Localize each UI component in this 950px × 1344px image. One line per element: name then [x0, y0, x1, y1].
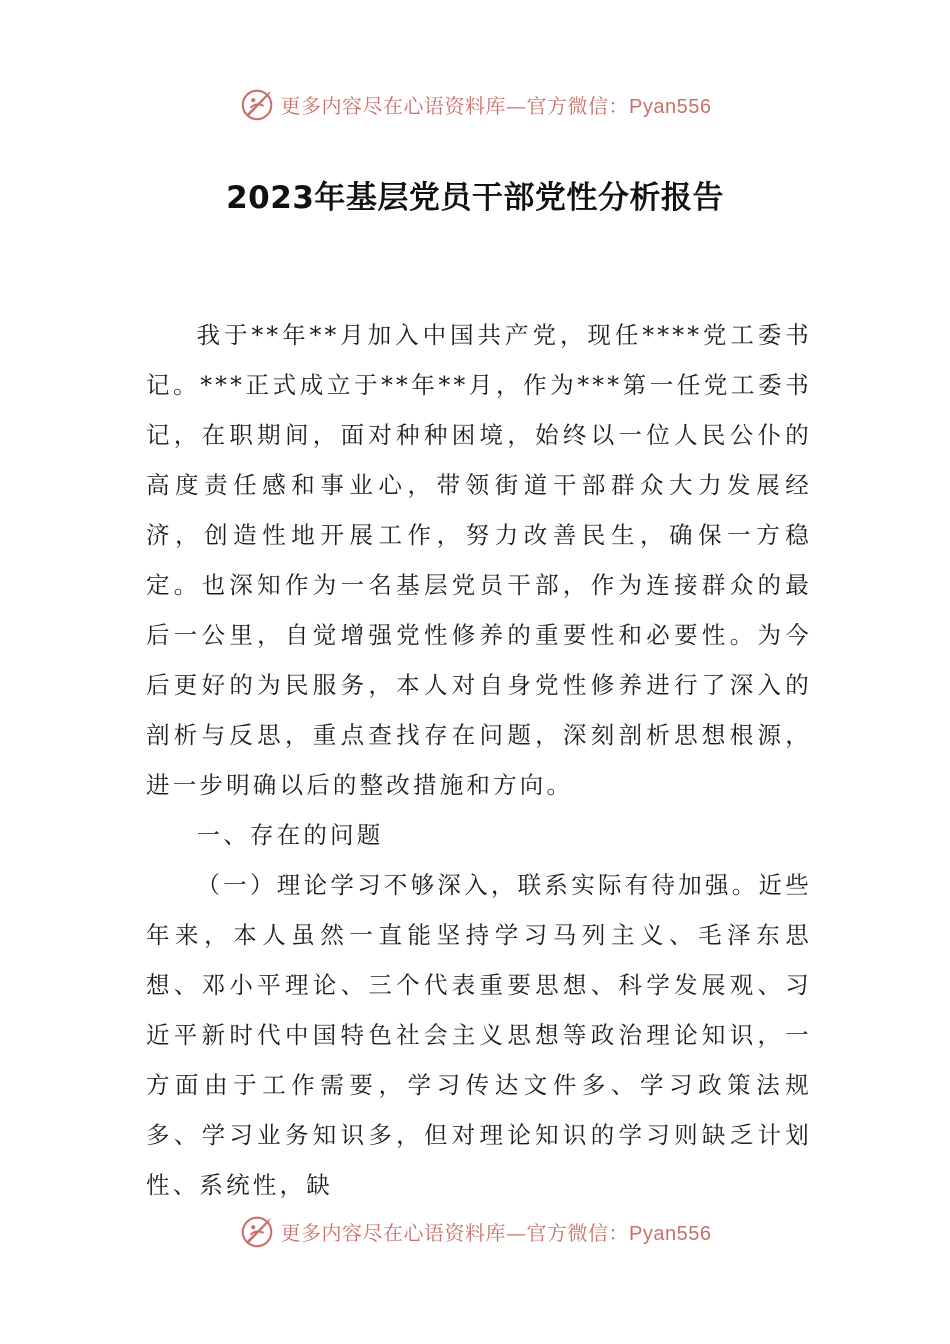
- pen-logo-icon: [239, 85, 277, 123]
- intro-paragraph: 我于**年**月加入中国共产党，现任****党工委书记。***正式成立于**年**月，作为***第一任党工委书记，在职期间，面对种种困境，始终以一位人民公仆的高度责任感和事业心，带领街道干部群众大力发展经济，创造性地开展工作，努力改善民生，确保一方稳定。也深知作为一名基层党员干部，作为连接群众的最后一公里，自觉增强党性修养的重要性和必要性。为今后更好的为民服务，本人对自身党性修养进行了深入的剖析与反思，重点查找存在问题，深刻剖析思想根源，进一步明确以后的整改措施和方向。: [146, 321, 812, 799]
- issue-paragraph: （一）理论学习不够深入，联系实际有待加强。近些年来，本人虽然一直能坚持学习马列主义、毛泽东思想、邓小平理论、三个代表重要思想、科学发展观、习近平新时代中国特色社会主义思想等政治理论知识，一方面由于工作需要，学习传达文件多、学习政策法规多、学习业务知识多，但对理论知识的学习则缺乏计划性、系统性，缺: [146, 871, 812, 1199]
- document-body: [146, 310, 812, 1210]
- footer-banner: [0, 1211, 950, 1251]
- wechat-id: Pyan556: [629, 1222, 712, 1245]
- header-banner: [0, 84, 950, 124]
- wechat-id: Pyan556: [629, 95, 712, 118]
- banner-text: 更多内容尽在心语资料库—官方微信：Pyan556: [280, 93, 712, 118]
- banner-text: 更多内容尽在心语资料库—官方微信：Pyan556: [280, 1220, 712, 1245]
- section-heading: 一、存在的问题: [196, 821, 384, 849]
- pen-logo-icon: [239, 1212, 277, 1250]
- document-title: 2023年基层党员干部党性分析报告: [226, 180, 724, 216]
